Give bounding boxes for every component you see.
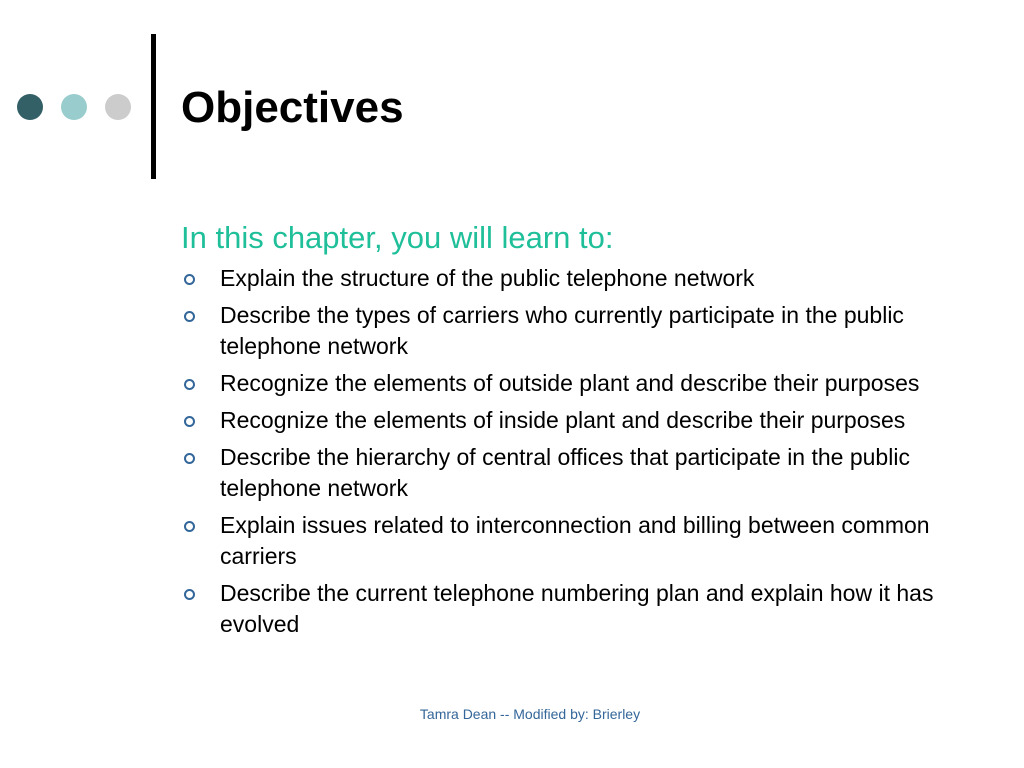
bullet-ring-icon	[184, 416, 195, 427]
list-item-text: Describe the hierarchy of central offices that participate in the public telephone network	[220, 444, 910, 501]
list-item-text: Explain issues related to interconnection and billing between common carriers	[220, 512, 930, 569]
list-item-text: Describe the types of carriers who currently participate in the public telephone network	[220, 302, 904, 359]
decorative-dot-light	[61, 94, 87, 120]
list-item-text: Recognize the elements of outside plant and describe their purposes	[220, 370, 920, 396]
list-item	[181, 442, 971, 504]
slide-footer: Tamra Dean -- Modified by: Brierley	[419, 706, 641, 722]
list-item-text: Explain the structure of the public telephone network	[220, 265, 755, 291]
list-item-text: Recognize the elements of inside plant and describe their purposes	[220, 407, 906, 433]
bullet-ring-icon	[184, 274, 195, 285]
list-item	[181, 300, 971, 362]
decorative-dot-gray	[105, 94, 131, 120]
bullet-ring-icon	[184, 453, 195, 464]
bullet-ring-icon	[184, 521, 195, 532]
list-item	[181, 578, 971, 640]
list-item	[181, 368, 971, 399]
list-item-text: Describe the current telephone numbering plan and explain how it has evolved	[220, 580, 934, 637]
slide-title: Objectives	[181, 83, 404, 132]
bullet-ring-icon	[184, 589, 195, 600]
list-item	[181, 263, 971, 294]
list-item	[181, 510, 971, 572]
bullet-ring-icon	[184, 379, 195, 390]
intro-text: In this chapter, you will learn to:	[181, 220, 614, 255]
objectives-list	[181, 263, 971, 646]
title-divider-bar	[151, 34, 156, 179]
list-item	[181, 405, 971, 436]
decorative-dot-dark	[17, 94, 43, 120]
bullet-ring-icon	[184, 311, 195, 322]
